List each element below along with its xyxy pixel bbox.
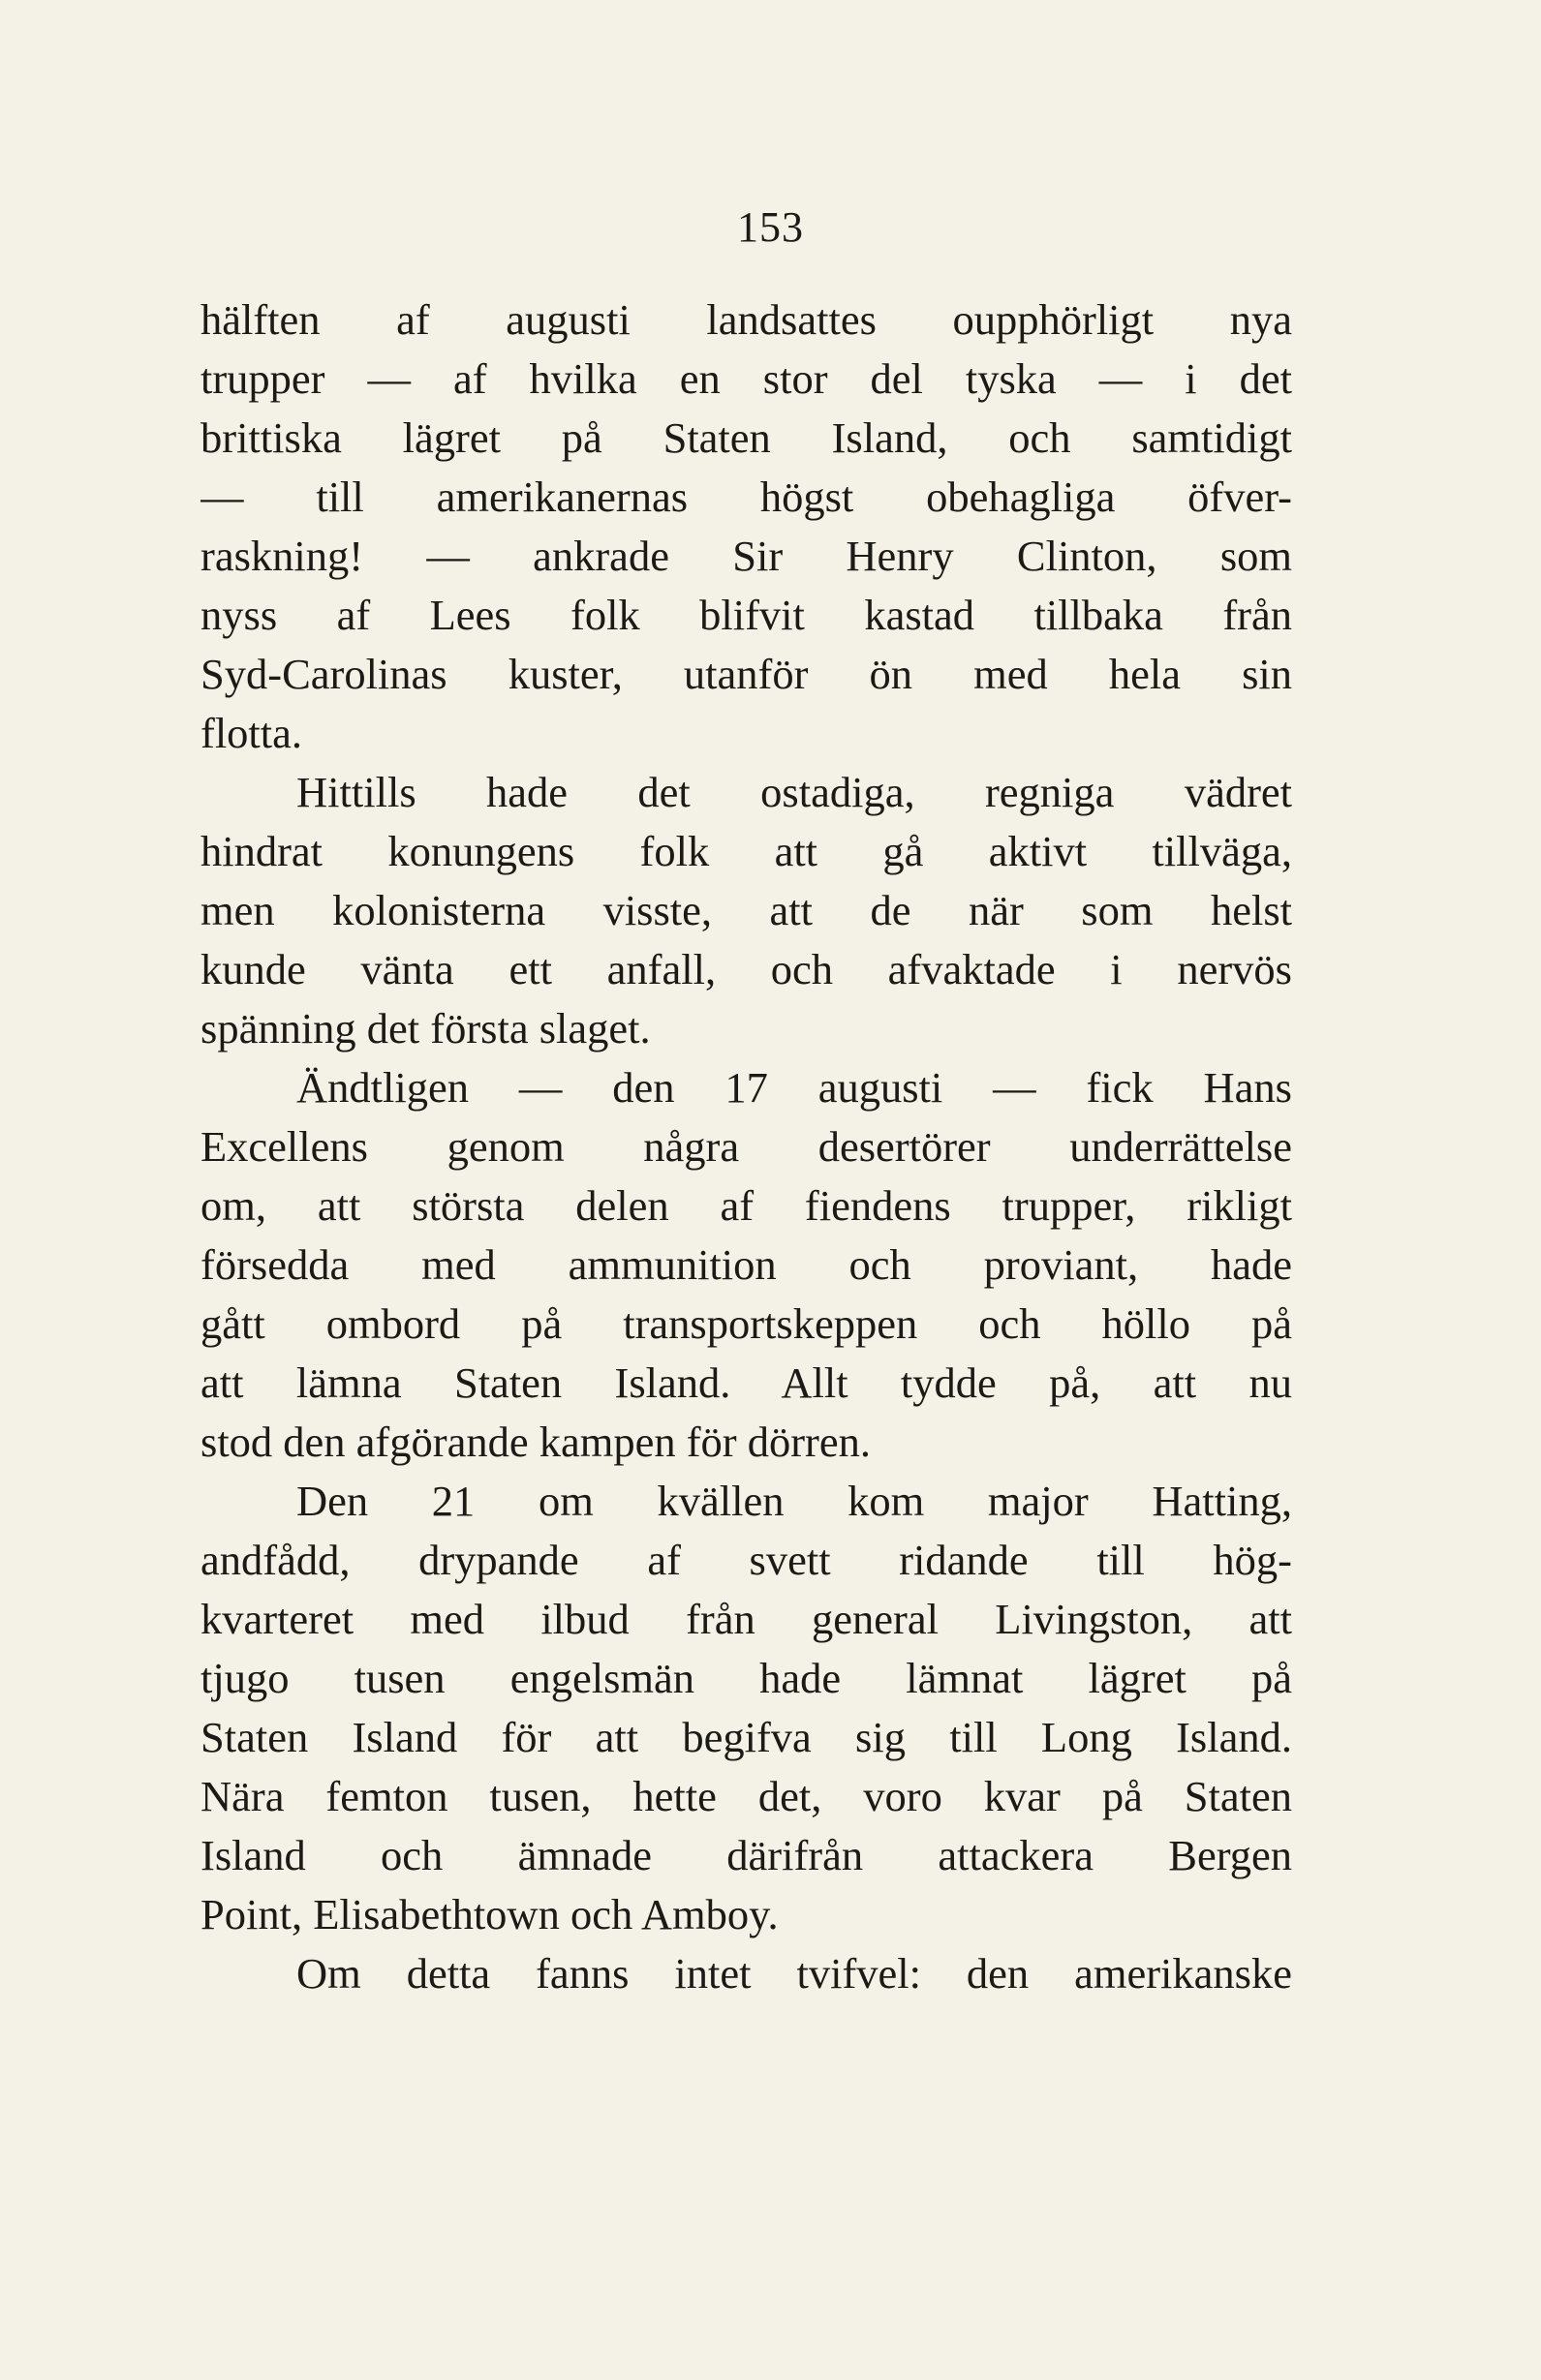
paragraph xyxy=(200,1058,1292,1472)
text-line: kunde vänta ett anfall, och afvaktade i nervös xyxy=(200,945,1292,993)
text-line: Den 21 om kvällen kom major Hatting, xyxy=(296,1477,1292,1525)
text-line: andfådd, drypande af svett ridande till hög- xyxy=(200,1536,1292,1584)
text-line: stod den afgörande kampen för dörren. xyxy=(200,1418,871,1466)
text-line: hälften af augusti landsattes oupphörligt nya xyxy=(200,295,1292,344)
text-line: brittiska lägret på Staten Island, och samtidigt xyxy=(200,413,1292,462)
paragraph xyxy=(200,1472,1292,1944)
text-line: Syd-Carolinas kuster, utanför ön med hela sin xyxy=(200,650,1292,698)
text-line: hindrat konungens folk att gå aktivt tillväga, xyxy=(200,827,1292,875)
text-line: Hittills hade det ostadiga, regniga vädret xyxy=(296,768,1292,816)
text-line: tjugo tusen engelsmän hade lämnat lägret på xyxy=(200,1654,1292,1702)
text-line: gått ombord på transportskeppen och höllo på xyxy=(200,1299,1292,1348)
text-line: Staten Island för att begifva sig till Long Island. xyxy=(200,1713,1292,1761)
text-line: men kolonisterna visste, att de när som helst xyxy=(200,886,1292,934)
text-line: trupper — af hvilka en stor del tyska — i det xyxy=(200,354,1292,403)
text-line: Point, Elisabethtown och Amboy. xyxy=(200,1890,779,1938)
text-line: Ändtligen — den 17 augusti — fick Hans xyxy=(296,1063,1292,1112)
text-line: Island och ämnade därifrån attackera Bergen xyxy=(200,1831,1292,1879)
paragraph xyxy=(200,763,1292,1058)
text-line: Om detta fanns intet tvifvel: den amerikanske xyxy=(296,1949,1292,1998)
text-line: flotta. xyxy=(200,709,303,757)
text-line: Nära femton tusen, hette det, voro kvar på Staten xyxy=(200,1772,1292,1820)
body-text xyxy=(200,290,1292,2003)
paragraph xyxy=(200,290,1292,763)
text-line: — till amerikanernas högst obehagliga öfver- xyxy=(200,473,1292,521)
text-line: om, att största delen af fiendens trupper, rikligt xyxy=(200,1181,1292,1230)
text-line: raskning! — ankrade Sir Henry Clinton, som xyxy=(200,532,1292,580)
text-line: Excellens genom några desertörer underrättelse xyxy=(200,1122,1292,1171)
text-line: försedda med ammunition och proviant, hade xyxy=(200,1240,1292,1289)
page-number: 153 xyxy=(737,203,804,251)
text-line: att lämna Staten Island. Allt tydde på, att nu xyxy=(200,1358,1292,1407)
text-line: spänning det första slaget. xyxy=(200,1004,651,1053)
text-line: kvarteret med ilbud från general Livingston, att xyxy=(200,1595,1292,1643)
text-line: nyss af Lees folk blifvit kastad tillbaka från xyxy=(200,591,1292,639)
paragraph xyxy=(200,1944,1292,2003)
